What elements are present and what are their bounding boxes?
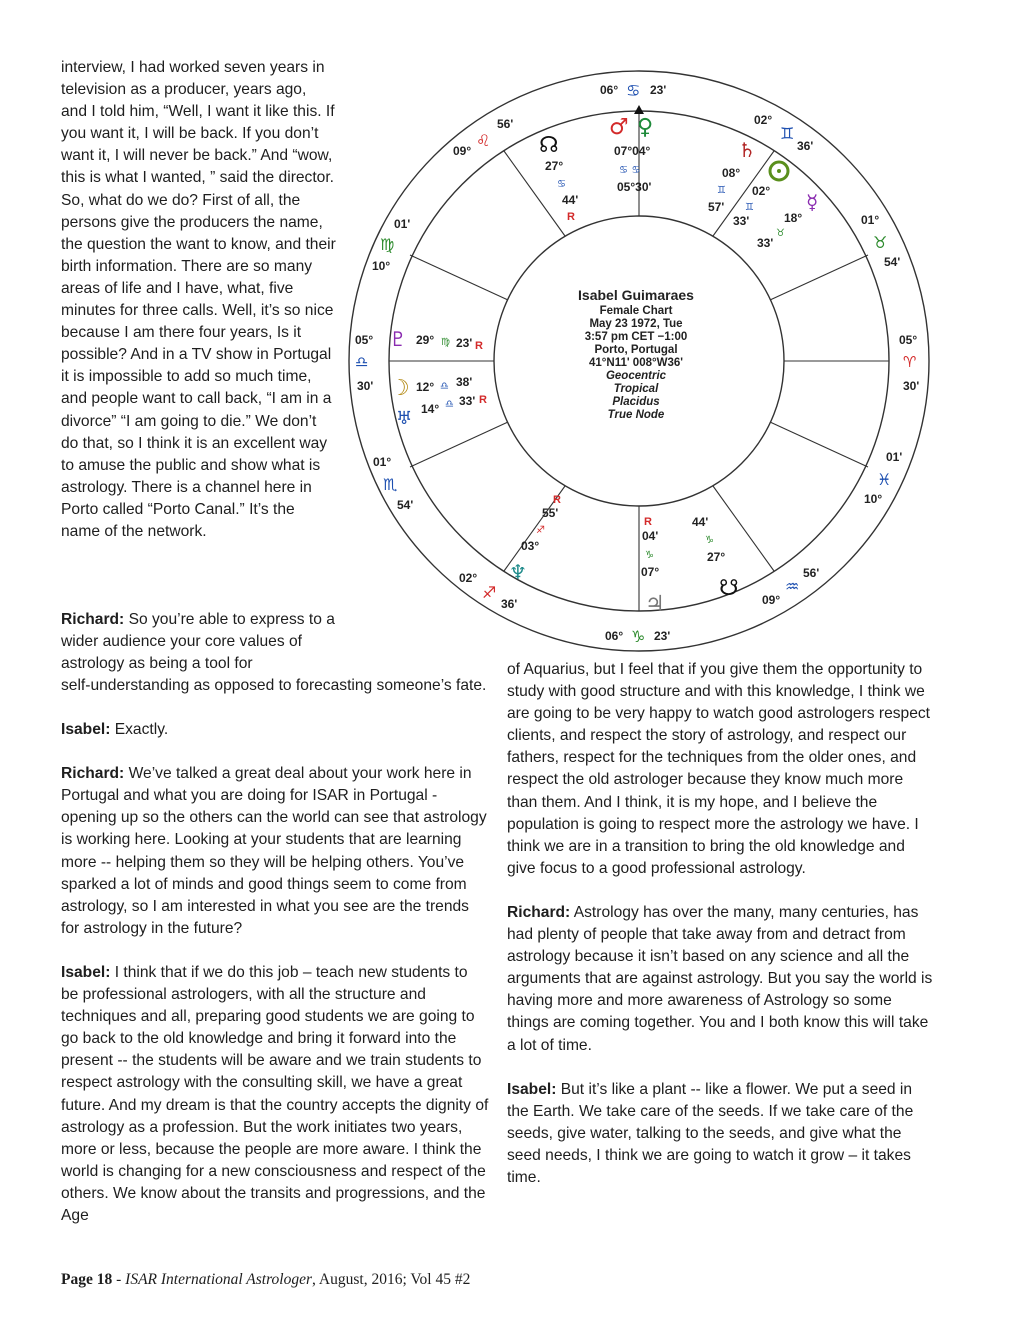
cusp-6-min: 01' <box>886 450 903 464</box>
speaker-label: Richard: <box>507 903 571 921</box>
paragraph-text: So you’re able to express to a wider audience your core values of astrology as being a tool for <box>61 611 335 673</box>
speaker-label: Isabel: <box>507 1080 557 1098</box>
saturn-min: 57' <box>708 200 725 214</box>
cusp-11-min: 56' <box>497 117 514 131</box>
cusp-asc-min: 30' <box>357 379 374 393</box>
cancer-small-icon: ♋ ♋ <box>619 165 641 176</box>
cusp-6-deg: 10° <box>864 492 883 506</box>
aries-sign-icon: ♈ <box>903 353 917 371</box>
gemini-sun-icon: ♊ <box>745 202 754 213</box>
sun-icon-dot <box>777 169 781 173</box>
libra-moon-icon: ♎ <box>440 381 449 392</box>
sagittarius-sign-icon: ♐ <box>482 583 497 602</box>
mars-venus-min: 05°30' <box>617 180 652 194</box>
cusp-5-min: 56' <box>803 566 820 580</box>
speaker-label: Richard: <box>61 611 125 628</box>
jupiter-icon: ♃ <box>645 592 665 617</box>
article-column-left-mid <box>61 609 336 675</box>
sun-min: 33' <box>733 214 750 228</box>
speaker-label: Isabel: <box>61 963 111 981</box>
paragraph-text: I think that if we do this job – teach new students to be professional astrologers, with all the structure and techniques and all, preparing good students we are going to go back to the old knowledge and bring it forward into the present -- the students will be aware and we train students to respect astrology with the consulting skill, we have a great future. And my dream is that the country accepts the dignity of astrology as a profession. But the work initiates two years, more or less, because the people are more aware. I think the world is changing for a new consciousness and respect of the others. We know about the transits and progressions, and the Age <box>61 963 489 1224</box>
cusp-ic-min: 23' <box>654 629 671 643</box>
neptune-deg: 03° <box>521 539 540 553</box>
cusp-dsc-deg: 05° <box>899 333 918 347</box>
article-column-left-top <box>61 57 336 565</box>
node-deg: 27° <box>545 159 564 173</box>
pisces-sign-icon: ♓ <box>877 470 892 489</box>
chart-time: 3:57 pm CET −1:00 <box>584 331 688 343</box>
uranus-min: 33' <box>459 394 476 408</box>
cusp-mc-min: 23' <box>650 83 667 97</box>
paragraph-isabel-1 <box>61 719 489 741</box>
chart-place: Porto, Portugal <box>594 344 678 356</box>
cusp-line-12 <box>410 255 508 300</box>
retrograde-marker: R <box>479 394 487 406</box>
cusp-dsc-min: 30' <box>903 379 920 393</box>
capricorn-sign-icon: ♑ <box>631 627 646 646</box>
cusp-mc-deg: 06° <box>600 83 619 97</box>
cusp-9-min: 36' <box>797 139 814 153</box>
mercury-min: 33' <box>757 236 774 250</box>
chart-option-4: True Node <box>607 409 665 421</box>
paragraph-isabel-2 <box>61 962 489 1227</box>
cancer-node-icon: ♋ <box>557 179 566 190</box>
mercury-icon: ☿ <box>806 190 819 214</box>
chart-option-1: Geocentric <box>605 370 667 382</box>
issue-info: , August, 2016; Vol 45 #2 <box>312 1271 471 1288</box>
mars-icon: ♂ <box>609 115 629 140</box>
retrograde-marker: R <box>567 211 575 223</box>
libra-sign-icon: ♎ <box>355 353 369 371</box>
cusp-2-deg: 01° <box>373 455 392 469</box>
paragraph-richard-1 <box>61 609 336 675</box>
paragraph-richard-3 <box>507 902 937 1057</box>
north-node-icon: ☊ <box>539 133 559 158</box>
cusp-5-deg: 09° <box>762 593 781 607</box>
south-node-deg: 27° <box>707 550 726 564</box>
publication-name: ISAR International Astrologer <box>125 1271 313 1288</box>
chart-coords: 41°N11' 008°W36' <box>589 357 683 369</box>
capricorn-snode-icon: ♑ <box>705 535 714 546</box>
cusp-3-min: 36' <box>501 597 518 611</box>
aquarius-sign-icon: ♒ <box>785 577 800 596</box>
moon-deg: 12° <box>416 380 435 394</box>
libra-uranus-icon: ♎ <box>445 399 454 410</box>
paragraph-text: We’ve talked a great deal about your work here in Portugal and what you are doing for ISAR in Portugal - opening up so the others can the world can see that astrology is working here. Looking at your students that are learning more -- helping them so they will be helping others. You’ve sparked a lot of minds and good things seem to come from astrology, so I am interested in what you see are the trends for astrology in the future? <box>61 765 487 937</box>
cusp-12-deg: 10° <box>372 259 391 273</box>
pluto-deg: 29° <box>416 333 435 347</box>
mercury-deg: 18° <box>784 211 803 225</box>
jupiter-min: 04' <box>642 529 659 543</box>
scorpio-sign-icon: ♏ <box>383 475 398 494</box>
article-column-right <box>507 659 937 1211</box>
paragraph-richard-2 <box>61 763 489 940</box>
cusp-8-deg: 01° <box>861 213 880 227</box>
retrograde-marker: R <box>475 340 483 352</box>
paragraph-isabel-2-cont: of Aquarius, but I feel that if you give them the opportunity to study with good structure and with this knowledge, I think we are going to be very happy to watch good astrologers respect clients, and respect the story of astrology, and respect our fathers, respect for the techniques from the older ones, and respect the old astrologer because they know much more than them. And I think, it is my hope, and I believe the population is going to respect more the astrology we have. I think we are in a transition to bring the old knowledge and give focus to a good professional astrology. <box>507 661 931 877</box>
sun-deg: 02° <box>752 184 771 198</box>
paragraph-text: Astrology has over the many, many centuries, has had plenty of people that take away from and detract from astrology because it isn’t based on any science and all the arguments that are against astrology. But you say the world is having more and more awareness of Astrology so some things are coming together. You and I both know this will take a lot of time. <box>507 903 933 1054</box>
cusp-line-8 <box>770 255 868 300</box>
cusp-2-min: 54' <box>397 498 414 512</box>
venus-icon: ♀ <box>637 115 654 140</box>
gemini-saturn-icon: ♊ <box>717 185 726 196</box>
article-column-left-lower <box>61 675 489 1249</box>
capricorn-jupiter-icon: ♑ <box>645 550 654 561</box>
uranus-icon: ♅ <box>396 408 413 429</box>
paragraph-text: But it’s like a plant -- like a flower. We put a seed in the Earth. We take care of the seeds. If we take care of the seeds, give water, talking to the seeds, and give what the seed needs, I think we are going to watch it grow – it takes time. <box>507 1080 914 1186</box>
cancer-sign-icon: ♋ <box>626 81 641 100</box>
cusp-ic-deg: 06° <box>605 629 624 643</box>
mc-arrow-icon <box>634 105 644 114</box>
leo-sign-icon: ♌ <box>476 131 491 150</box>
neptune-icon: ♆ <box>509 560 527 584</box>
moon-min: 38' <box>456 375 473 389</box>
speaker-label: Isabel: <box>61 721 111 739</box>
node-min: 44' <box>562 193 579 207</box>
retrograde-marker: R <box>644 516 652 528</box>
paragraph-richard-1-end: self-understanding as opposed to forecasting someone’s fate. <box>61 677 487 694</box>
saturn-deg: 08° <box>722 166 741 180</box>
neptune-min: 55' <box>542 506 559 520</box>
chart-date: May 23 1972, Tue <box>589 318 683 330</box>
cusp-3-deg: 02° <box>459 571 478 585</box>
page-footer <box>61 1271 470 1289</box>
saturn-icon: ♄ <box>738 138 756 162</box>
uranus-deg: 14° <box>421 402 440 416</box>
cusp-12-min: 01' <box>394 217 411 231</box>
mars-venus-deg: 07°04° <box>614 144 651 158</box>
cusp-line-2 <box>410 422 508 467</box>
retrograde-marker: R <box>553 494 561 506</box>
cusp-asc-deg: 05° <box>355 333 374 347</box>
cusp-9-deg: 02° <box>754 113 773 127</box>
chart-name: Isabel Guimaraes <box>578 287 694 303</box>
cusp-line-6 <box>770 422 868 467</box>
paragraph-isabel-3 <box>507 1079 937 1189</box>
taurus-mercury-icon: ♉ <box>776 228 785 239</box>
south-node-icon: ☋ <box>719 576 739 601</box>
cusp-8-min: 54' <box>884 255 901 269</box>
paragraph-text: Exactly. <box>110 721 169 739</box>
south-node-min: 44' <box>692 515 709 529</box>
footer-separator: - <box>112 1271 126 1288</box>
virgo-pluto-icon: ♍ <box>441 337 450 348</box>
speaker-label: Richard: <box>61 765 125 783</box>
cusp-11-deg: 09° <box>453 144 472 158</box>
paragraph-interview: interview, I had worked seven years in television as a producer, years ago, and I told him, “Well, I want it like this. If you want it, I will be back. If you don’t want it, I will never be back.” And “wow, this is what I wanted, ” said the director. So, what do we do? First of all, the persons give the producers the name, the question the want to know, and their birth information. There are so many areas of life and I have, what, five minutes for three calls. Well, it’s so nice because I am there four years, Is it possible? And in a TV show in Portugal it is impossible to add so much time, and people want to call back, “I am in a divorce” “I am going to die.” We don’t do that, so I think it is an excellent way to amuse the public and show what is astrology. There is a channel here in Porto called “Porto Canal.” It’s the name of the network. <box>61 59 336 540</box>
virgo-sign-icon: ♍ <box>380 235 395 254</box>
pluto-icon: ♇ <box>389 327 407 351</box>
page-number: Page 18 <box>61 1271 113 1288</box>
chart-type: Female Chart <box>599 305 673 317</box>
natal-chart <box>340 68 940 660</box>
sagittarius-neptune-icon: ♐ <box>536 525 545 536</box>
chart-option-2: Tropical <box>613 383 659 395</box>
gemini-sign-icon: ♊ <box>780 124 795 143</box>
moon-icon: ☽ <box>390 376 410 401</box>
jupiter-deg: 07° <box>641 565 660 579</box>
taurus-sign-icon: ♉ <box>873 233 888 252</box>
chart-option-3: Placidus <box>612 396 660 408</box>
pluto-min: 23' <box>456 336 473 350</box>
